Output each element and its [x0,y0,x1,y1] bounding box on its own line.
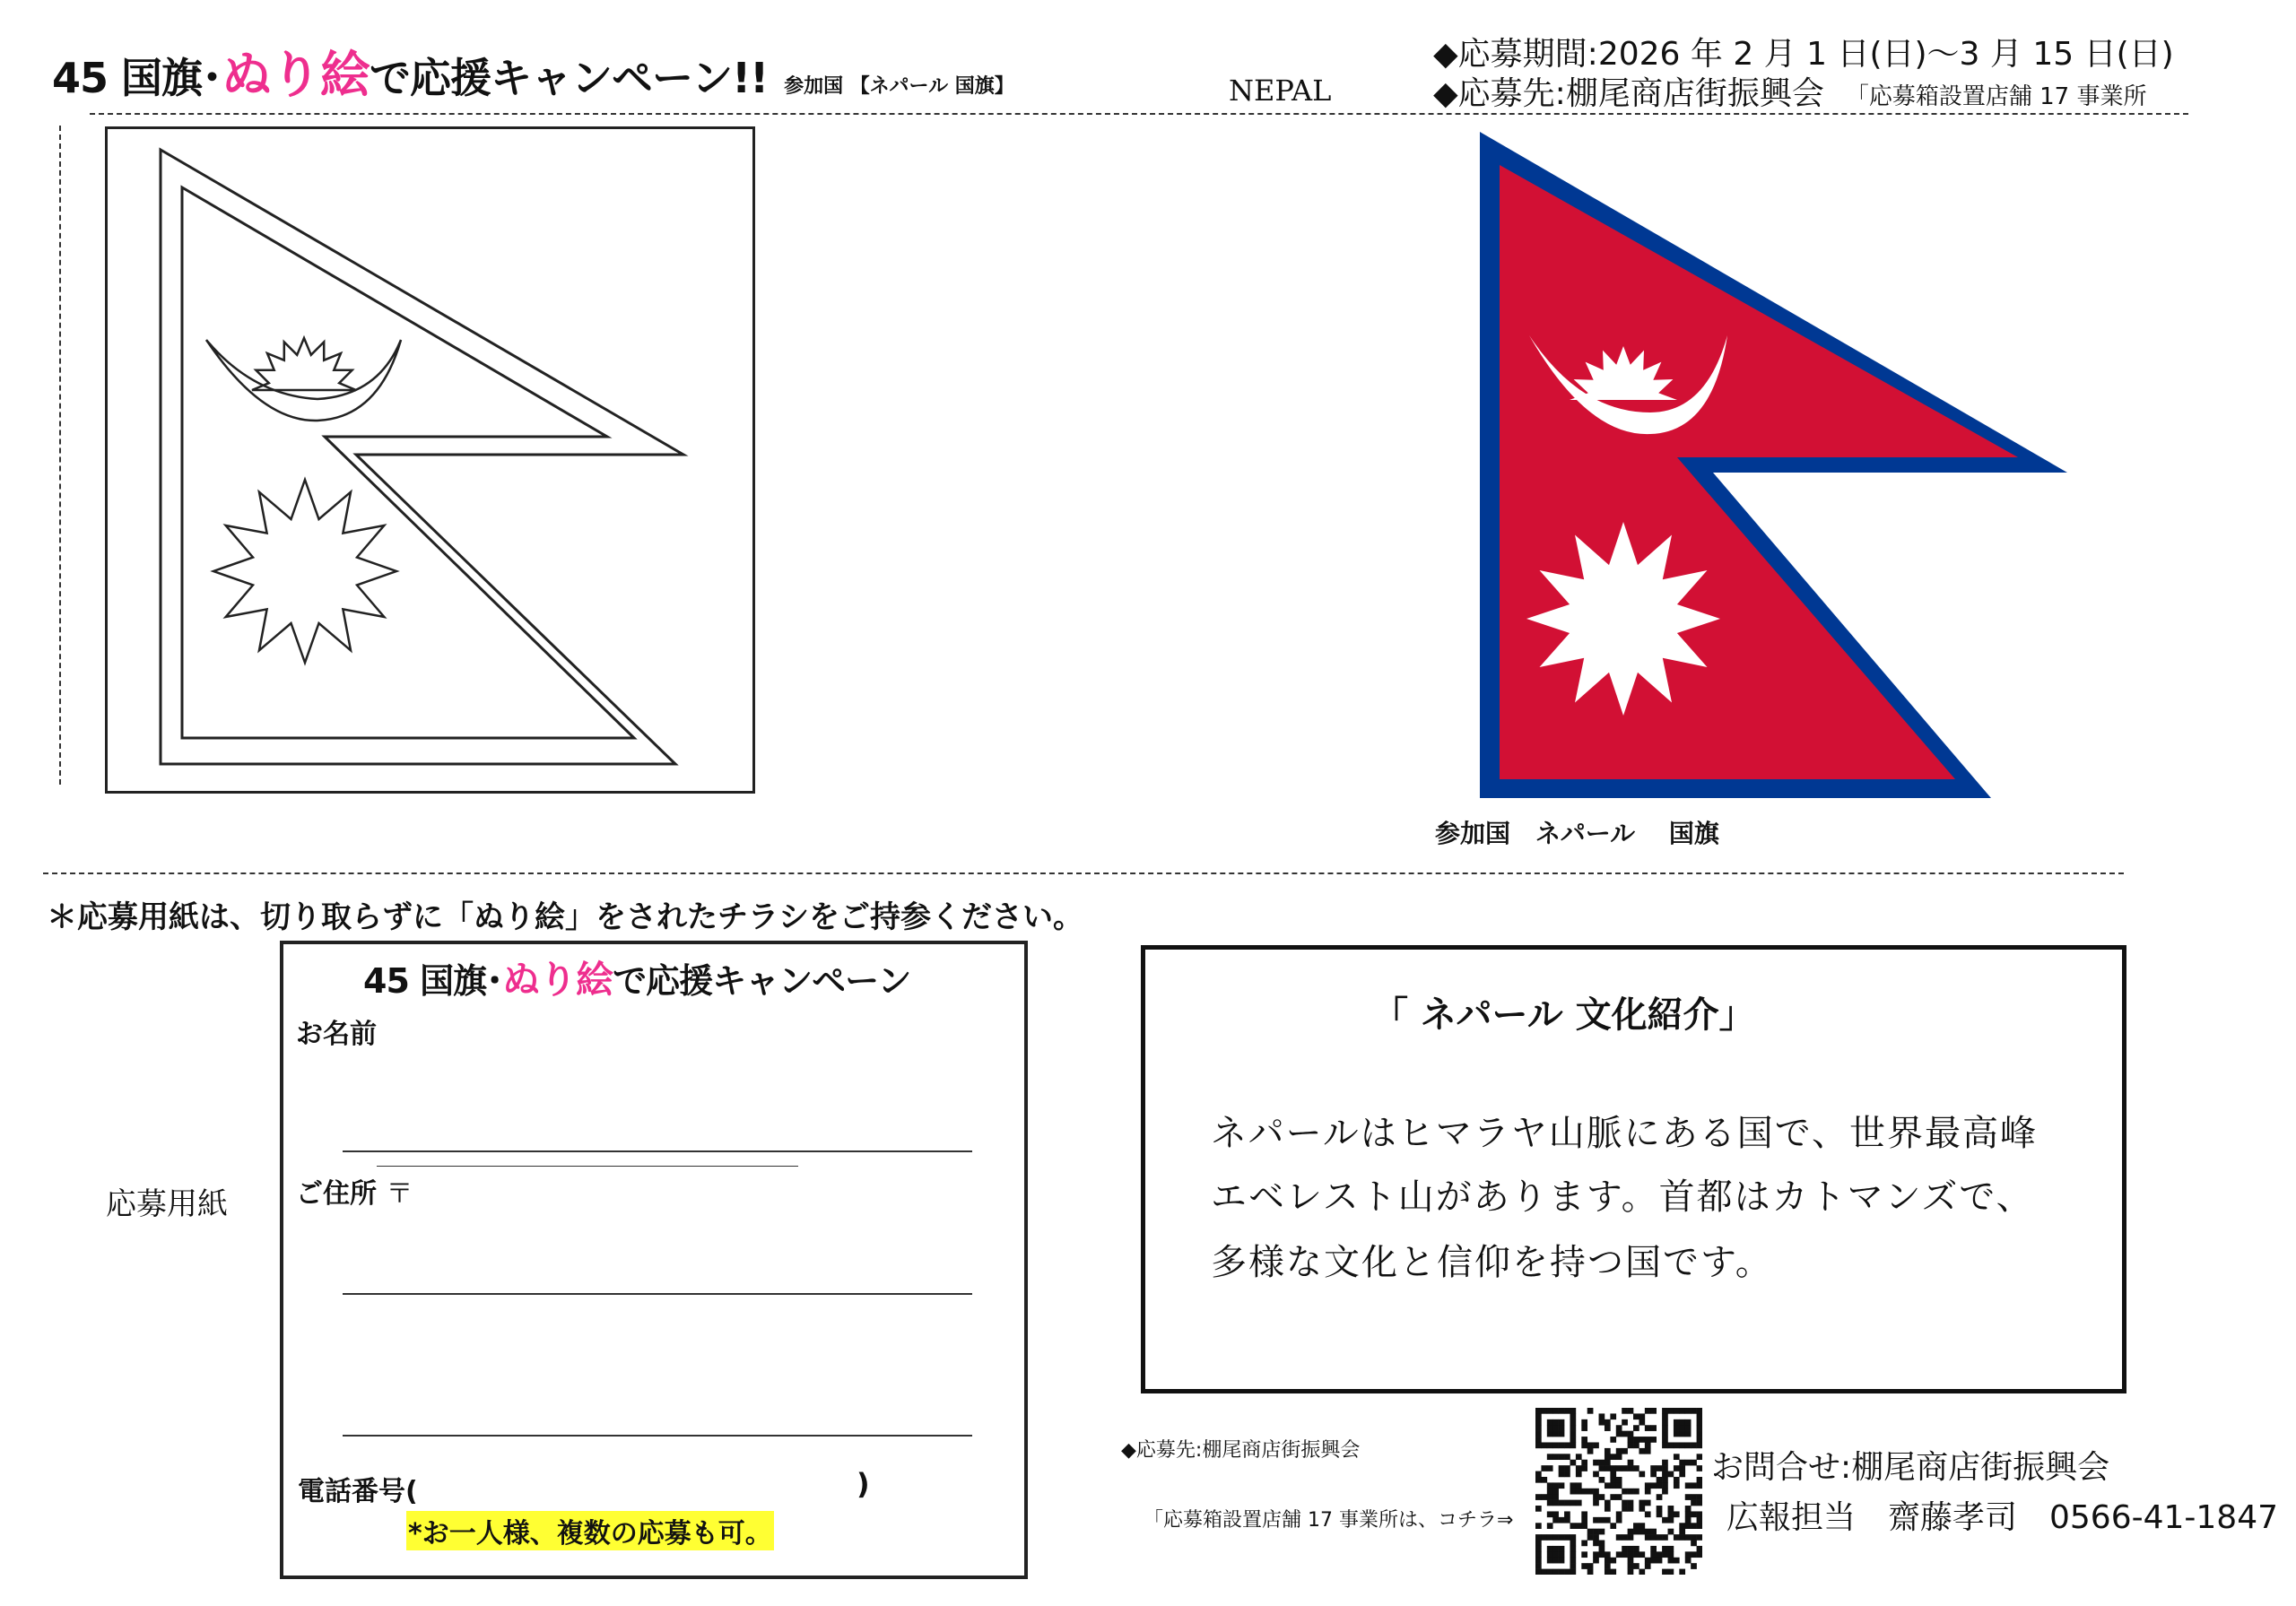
address-label-text: ご住所 [296,1178,377,1210]
phone-label: 電話番号( [298,1476,418,1507]
culture-line-3: 多様な文化と信仰を持つ国です。 [1211,1242,1773,1283]
contact-destination: ◆応募先:棚尾商店街振興会 [1121,1439,1361,1462]
address-field-2[interactable] [343,1435,972,1437]
form-title-number: 45 国旗･ [363,961,503,1001]
destination-text: ◆応募先:棚尾商店街振興会 [1433,75,1824,112]
coloring-flag-inner-border [182,187,634,738]
collection-box-note: 「応募箱設置店舗 17 事業所は、コチラ⇒ [1144,1509,1514,1532]
destination-sub: 「応募箱設置店舗 17 事業所 [1845,83,2147,110]
entry-destination [1433,68,2146,114]
form-title-campaign: で応援キャンペーン [613,961,911,1001]
nepal-flag [1471,127,2081,802]
entry-period: ◆応募期間:2026 年 2 月 1 日(日)～3 月 15 日(日) [1433,36,2174,73]
culture-line-1: ネパールはヒマラヤ山脈にある国で、世界最高峰 [1211,1113,2038,1154]
name-label: お名前 [296,1019,377,1050]
form-title-coloring-word: ぬり絵 [502,958,613,1002]
coloring-sun-icon [213,480,396,663]
postal-mark: 〒 [386,1178,413,1210]
qr-code-icon[interactable] [1535,1408,1702,1575]
coloring-moon-icon [206,340,401,421]
contact-organization: お問合せ:棚尾商店街振興会 [1711,1449,2110,1486]
culture-title: 「 ネパール 文化紹介」 [1372,994,1755,1036]
title-campaign: で応援キャンペーン!! [370,54,769,102]
entry-form-label: 応募用紙 [106,1186,228,1222]
title-number: 45 国旗･ [52,54,222,102]
cut-line-middle [43,872,2124,874]
coloring-flag[interactable] [105,126,755,794]
page-title [52,36,1014,108]
name-field-underline [377,1166,798,1167]
name-field[interactable] [343,1150,972,1152]
culture-line-2: エベレスト山があります。首都はカトマンズで、 [1211,1176,2034,1218]
flag-caption: 参加国 ネパール 国旗 [1435,819,1719,848]
coloring-flag-outer-border [161,150,683,764]
participating-country: 参加国 【ネパール 国旗】 [784,75,1014,98]
cut-line-top [90,113,2188,115]
coloring-moon-sun-icon [252,338,356,390]
contact-person: 広報担当 齋藤孝司 0566-41-1847 [1726,1499,2279,1536]
address-label [296,1171,413,1211]
bring-flyer-note: ＊応募用紙は、切り取らずに「ぬり絵」をされたチラシをご持参ください。 [47,899,1083,935]
phone-field-close: ) [857,1467,870,1501]
country-name-en: NEPAL [1229,74,1332,108]
entry-form-title [363,951,910,1004]
address-field-1[interactable] [343,1293,972,1295]
title-coloring-word: ぬり絵 [222,47,370,105]
multiple-entries-note: *お一人様、複数の応募も可。 [406,1511,774,1550]
phone-field[interactable] [430,1462,843,1501]
cut-line-left [59,126,61,785]
